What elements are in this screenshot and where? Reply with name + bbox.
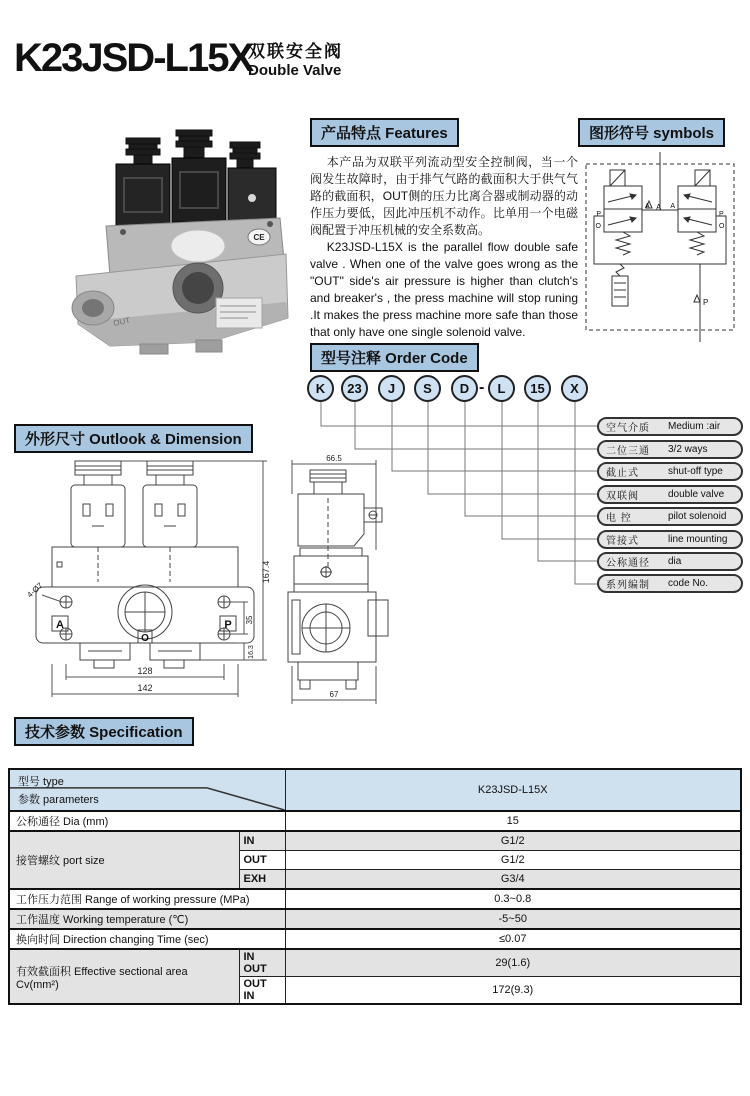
- order-item-double-valve: [597, 485, 743, 504]
- spec-row-value: 29(1.6): [285, 949, 741, 977]
- port-o-label: O: [141, 633, 149, 644]
- spec-row-area-inout: [9, 949, 741, 977]
- product-photo: [48, 126, 300, 358]
- order-item-label-cn: 管接式: [606, 536, 639, 547]
- spec-row-value: G1/2: [285, 831, 741, 851]
- order-item-label-en: shut-off type: [668, 466, 723, 477]
- order-item-code-no: [597, 574, 743, 593]
- order-item-label-cn: 截止式: [606, 468, 639, 479]
- page-title: K23JSD-L15X: [14, 36, 253, 80]
- coil-left: [71, 461, 125, 582]
- valve-symbol-right: [678, 170, 716, 255]
- dim-163: 16.3: [248, 645, 255, 659]
- order-item-label-cn: 电 控: [606, 513, 632, 524]
- manifold-plate: [52, 547, 238, 587]
- spec-row-value: -5~50: [285, 909, 741, 929]
- spec-sub-key: IN OUT: [239, 949, 285, 977]
- symbol-port-p-label: P: [703, 298, 709, 307]
- order-item-pilot-solenoid: [597, 507, 743, 526]
- spec-type-label: 型号 type: [18, 776, 64, 788]
- mounting-feet: [80, 643, 200, 668]
- spec-param-label: 参数 parameters: [18, 794, 99, 806]
- order-item-label-en: 3/2 ways: [668, 444, 708, 455]
- side-upper-block: [294, 548, 368, 592]
- features-text-english: K23JSD-L15X is the parallel flow double safe valve . When one of the valve goes wrong as the "OUT" side's air pressure is higher than clutch's and breaker's , the press machine will stop runing .It makes the press machine more safe than those that only have one single solenoid valve.: [310, 240, 578, 340]
- order-item-dia: [597, 552, 743, 571]
- order-code-hyphen: -: [479, 379, 485, 396]
- spec-row-value: G1/2: [285, 851, 741, 870]
- order-item-label-cn: 双联阀: [606, 491, 639, 502]
- solenoid-coils: [116, 158, 276, 228]
- valve-right-p-label: P: [719, 211, 724, 218]
- spec-row-label: 接管螺纹 port size: [9, 831, 239, 889]
- cast-port-text: OUT: [112, 315, 131, 328]
- subtitle-chinese: 双联安全阀: [248, 42, 343, 61]
- page-subtitle: [248, 42, 343, 80]
- dim-mount-hole: 4-Ø7: [25, 580, 45, 600]
- features-body: [310, 154, 578, 341]
- valve-body: [72, 254, 288, 354]
- dim-142: 142: [137, 683, 153, 693]
- spec-sub-key: IN: [239, 831, 285, 851]
- order-item-ways: [597, 440, 743, 459]
- spec-row-port-in: [9, 831, 741, 851]
- spec-sub-key: OUT IN: [239, 977, 285, 1005]
- features-header: 产品特点 Features: [310, 118, 459, 147]
- valve-right-a-label: A: [670, 203, 675, 210]
- spec-row-value: ≤0.07: [285, 929, 741, 949]
- spec-row-value: 172(9.3): [285, 977, 741, 1005]
- spec-row-label: 工作压力范围 Range of working pressure (MPa): [9, 889, 285, 909]
- order-item-label-en: pilot solenoid: [668, 511, 727, 522]
- subtitle-english: Double Valve: [248, 62, 342, 80]
- valve-left-p-label: P: [596, 211, 601, 218]
- side-coil: [298, 470, 382, 570]
- valve-right-o-label: O: [719, 223, 725, 230]
- dim-665: 66.5: [326, 454, 342, 463]
- spec-row-time: [9, 929, 741, 949]
- order-item-label-en: code No.: [668, 578, 709, 589]
- spec-model-value: K23JSD-L15X: [285, 769, 741, 811]
- order-item-label-en: dia: [668, 556, 682, 567]
- spec-row-label: 工作温度 Working temperature (℃): [9, 909, 285, 929]
- dim-total-height: 167.4: [261, 560, 271, 584]
- order-segment-label: K: [315, 381, 326, 396]
- order-segment-label: 15: [530, 381, 545, 396]
- spec-row-pressure: [9, 889, 741, 909]
- spec-row-label: 有效截面积 Effective sectional area Cv(mm²): [9, 949, 239, 1004]
- valve-left-o-label: O: [595, 223, 601, 230]
- order-item-medium: [597, 417, 743, 436]
- order-segment-label: 23: [347, 381, 362, 396]
- dimension-header: 外形尺寸 Outlook & Dimension: [14, 424, 253, 453]
- order-segment-label: D: [459, 381, 470, 396]
- dimension-side-view: [270, 450, 398, 712]
- pneumatic-symbol-diagram: [580, 150, 740, 345]
- spec-row-temperature: [9, 909, 741, 929]
- order-item-shutoff: [597, 462, 743, 481]
- spec-type-param-cell: [9, 769, 285, 811]
- side-body: [288, 592, 388, 662]
- spec-row-label: 换向时间 Direction changing Time (sec): [9, 929, 285, 949]
- order-item-line-mounting: [597, 530, 743, 549]
- order-segment-label: J: [387, 381, 396, 396]
- order-item-label-cn: 空气介质: [606, 423, 650, 434]
- symbols-header: 图形符号 symbols: [578, 118, 725, 147]
- symbol-port-a-label: A: [656, 203, 662, 212]
- order-segment-label: X: [570, 381, 579, 396]
- spec-sub-key: OUT: [239, 851, 285, 870]
- order-item-label-en: line mounting: [668, 534, 728, 545]
- dim-128: 128: [137, 666, 153, 676]
- dimension-lines: [42, 461, 267, 697]
- order-item-label-en: Medium :air: [668, 421, 721, 432]
- dim-35: 35: [245, 615, 254, 625]
- order-item-label-cn: 公称通径: [606, 558, 650, 569]
- order-item-label-en: double valve: [668, 489, 725, 500]
- order-segment-label: S: [423, 381, 432, 396]
- spec-header-row: [9, 769, 741, 811]
- symbol-piping: [594, 210, 726, 342]
- dimension-lines-side: [292, 460, 376, 704]
- spec-row-value: 0.3~0.8: [285, 889, 741, 909]
- dim-67: 67: [329, 690, 339, 699]
- spec-row-label: 公称通径 Dia (mm): [9, 811, 285, 831]
- order-segment-label: L: [497, 381, 506, 396]
- order-item-label-cn: 二位三通: [606, 446, 650, 457]
- spec-row-dia: [9, 811, 741, 831]
- features-text-chinese: 本产品为双联平列流动型安全控制阀，当一个阀发生故障时，由于排气气路的截面积大于供气气路的截面积，OUT侧的压力比离合器或制动器的动作压力要低，因此冲压机不动作。比单用一个电磁阀配置于冲压机械的安全系数高。: [310, 155, 578, 238]
- valve-symbol-left: [604, 170, 642, 255]
- order-code-header: 型号注释 Order Code: [310, 343, 479, 372]
- port-a-label: A: [56, 619, 64, 631]
- port-p-label: P: [224, 619, 232, 631]
- dimension-front-view: [22, 452, 272, 710]
- specification-header: 技术参数 Specification: [14, 717, 194, 746]
- spec-row-value: G3/4: [285, 870, 741, 890]
- order-item-label-cn: 系列编制: [606, 580, 650, 591]
- spec-sub-key: EXH: [239, 870, 285, 890]
- valve-left-a-label: A: [645, 203, 650, 210]
- specification-table: [8, 768, 742, 1005]
- spec-row-value: 15: [285, 811, 741, 831]
- coil-right: [143, 461, 197, 582]
- side-feet: [298, 662, 358, 689]
- ce-mark: CE: [253, 233, 265, 242]
